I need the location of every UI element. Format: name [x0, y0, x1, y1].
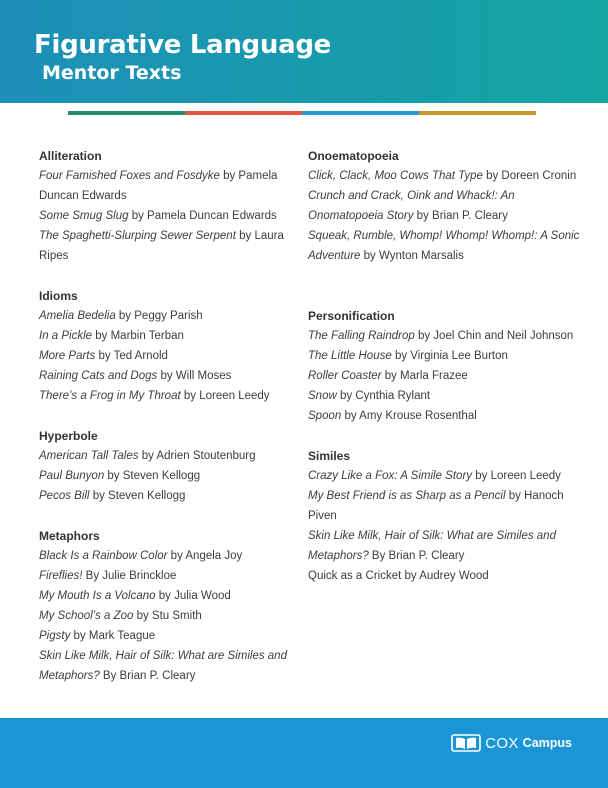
book-title: Click, Clack, Moo Cows That Type	[308, 170, 483, 182]
footer-bar	[0, 718, 608, 788]
book-entry	[39, 646, 289, 686]
book-title: Pecos Bill	[39, 490, 90, 502]
book-author: By Brian P. Cleary	[99, 670, 196, 682]
book-entry	[308, 566, 580, 586]
book-author: by Steven Kellogg	[104, 470, 201, 482]
book-title: Amelia Bedelia	[39, 310, 116, 322]
book-entry	[39, 366, 289, 386]
book-author: by Hanoch Piven	[308, 490, 564, 522]
book-author: by Loreen Leedy	[472, 470, 561, 482]
book-entry	[308, 366, 580, 386]
book-author: by Peggy Parish	[115, 310, 203, 322]
right-column	[308, 146, 580, 606]
section-heading: Onoematopoeia	[308, 149, 399, 163]
section-personification	[308, 306, 580, 426]
book-title: Some Smug Slug	[39, 210, 129, 222]
book-author: By Julie Brinckloe	[82, 570, 177, 582]
section-alliteration	[39, 146, 289, 266]
book-entry	[39, 346, 289, 366]
book-entry	[308, 186, 580, 226]
section-metaphors	[39, 526, 289, 686]
book-title: There’s a Frog in My Throat	[39, 390, 181, 402]
book-entry	[39, 486, 289, 506]
color-stripe-divider	[68, 111, 536, 115]
book-author: by Mark Teague	[70, 630, 156, 642]
book-entry	[308, 386, 580, 406]
book-title: Snow	[308, 390, 337, 402]
header-banner	[0, 0, 608, 103]
book-entry	[39, 606, 289, 626]
cox-campus-logo	[451, 734, 572, 752]
book-author: by Marla Frazee	[381, 370, 468, 382]
book-entry	[39, 226, 289, 266]
book-author: By Brian P. Cleary	[368, 550, 465, 562]
stripe-gold	[419, 111, 536, 115]
book-title: Skin Like Milk, Hair of Silk: What are Similes and Metaphors?	[39, 650, 287, 682]
book-entry	[308, 346, 580, 366]
section-similes	[308, 446, 580, 586]
book-author: by Loreen Leedy	[180, 390, 270, 402]
book-title: Black Is a Rainbow Color	[39, 550, 168, 562]
section-heading: Similes	[308, 449, 351, 463]
book-title: Four Famished Foxes and Fosdyke	[39, 170, 220, 182]
book-author: by Julia Wood	[155, 590, 231, 602]
book-entry	[308, 526, 580, 566]
section-onoematopoeia	[308, 146, 580, 266]
section-idioms	[39, 286, 289, 406]
book-title: Fireflies!	[39, 570, 83, 582]
book-author: by Pamela Duncan Edwards	[39, 170, 278, 202]
book-author: by Will Moses	[157, 370, 232, 382]
book-author: by Stu Smith	[133, 610, 202, 622]
book-entry	[39, 306, 289, 326]
book-entry	[39, 166, 289, 206]
section-heading: Personification	[308, 309, 395, 323]
book-entry	[308, 166, 580, 186]
book-author: by Virginia Lee Burton	[391, 350, 508, 362]
book-author: by Joel Chin and Neil Johnson	[414, 330, 574, 342]
book-entry	[39, 386, 289, 406]
book-author: by Doreen Cronin	[482, 170, 577, 182]
book-title: My School’s a Zoo	[39, 610, 134, 622]
book-entry	[39, 546, 289, 566]
logo-product-text: Campus	[522, 736, 572, 750]
book-title: Crunch and Crack, Oink and Whack!: An Onomatopoeia Story	[308, 190, 515, 222]
book-entry	[39, 466, 289, 486]
book-author: by Brian P. Cleary	[413, 210, 508, 222]
book-entry	[39, 586, 289, 606]
book-author: by Ted Arnold	[95, 350, 168, 362]
book-title: The Spaghetti-Slurping Sewer Serpent	[39, 230, 236, 242]
book-entry	[308, 486, 580, 526]
book-title: The Falling Raindrop	[308, 330, 415, 342]
book-title: The Little House	[308, 350, 392, 362]
book-entry	[39, 626, 289, 646]
book-author: by Pamela Duncan Edwards	[128, 210, 277, 222]
section-heading: Metaphors	[39, 529, 100, 543]
book-author: by Adrien Stoutenburg	[138, 450, 256, 462]
book-title: My Mouth Is a Volcano	[39, 590, 156, 602]
section-heading: Idioms	[39, 289, 78, 303]
logo-brand-text: COX	[485, 734, 519, 752]
section-heading: Hyperbole	[39, 429, 98, 443]
left-column	[39, 146, 289, 706]
book-entry	[39, 326, 289, 346]
section-hyperbole	[39, 426, 289, 506]
book-title: Paul Bunyon	[39, 470, 105, 482]
page-title: Figurative Language	[34, 30, 331, 60]
book-title: Skin Like Milk, Hair of Silk: What are Similes and Metaphors?	[308, 530, 556, 562]
section-heading: Alliteration	[39, 149, 102, 163]
book-title: Crazy Like a Fox: A Simile Story	[308, 470, 473, 482]
book-entry	[39, 206, 289, 226]
book-title: Raining Cats and Dogs	[39, 370, 158, 382]
book-author: by Angela Joy	[167, 550, 243, 562]
book-author: by Cynthia Rylant	[336, 390, 431, 402]
book-entry	[39, 446, 289, 466]
book-author: by Steven Kellogg	[89, 490, 186, 502]
book-title: American Tall Tales	[39, 450, 139, 462]
book-title: My Best Friend is as Sharp as a Pencil	[308, 490, 506, 502]
book-title: Spoon	[308, 410, 342, 422]
book-title: More Parts	[39, 350, 96, 362]
book-author: by Laura Ripes	[39, 230, 284, 262]
book-entry	[308, 406, 580, 426]
book-title: Squeak, Rumble, Whomp! Whomp! Whomp!: A Sonic Adventure	[308, 230, 580, 262]
book-entry	[308, 466, 580, 486]
book-entry	[308, 226, 580, 266]
book-entry	[39, 566, 289, 586]
book-author: by Amy Krouse Rosenthal	[341, 410, 477, 422]
book-author: by Wynton Marsalis	[360, 250, 464, 262]
book-author: by Marbin Terban	[92, 330, 184, 342]
page-subtitle: Mentor Texts	[42, 62, 182, 84]
book-entry	[308, 326, 580, 346]
book-author: Quick as a Cricket by Audrey Wood	[308, 570, 489, 582]
stripe-red	[185, 111, 302, 115]
open-book-icon	[451, 734, 481, 752]
stripe-blue	[302, 111, 419, 115]
stripe-green	[68, 111, 185, 115]
book-title: In a Pickle	[39, 330, 93, 342]
book-title: Roller Coaster	[308, 370, 382, 382]
book-title: Pigsty	[39, 630, 71, 642]
